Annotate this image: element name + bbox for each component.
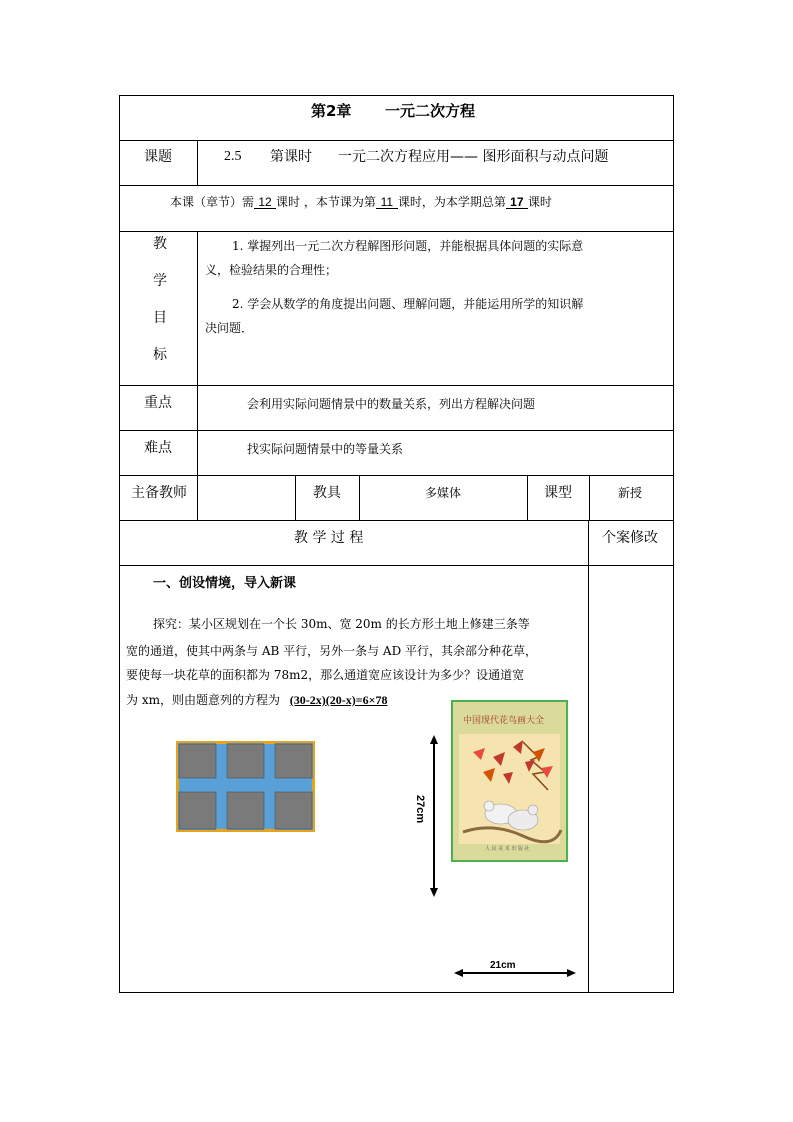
row-divider — [119, 385, 674, 386]
topic-section: 2.5 — [224, 149, 242, 164]
process-header: 教 学 过 程 — [294, 530, 364, 546]
objective-2-line2: 决问题． — [205, 321, 254, 335]
row-divider — [119, 430, 674, 431]
lesson-plan-table — [119, 95, 674, 993]
width-dimension-arrow — [454, 960, 576, 982]
chapter-title: 一元二次方程 — [385, 102, 476, 120]
flower-bed — [227, 792, 264, 829]
hours-term: 17 — [506, 196, 528, 209]
row-divider — [119, 475, 674, 476]
col-divider — [197, 231, 198, 521]
equation: (30-2x)(20-x)=6×78 — [289, 693, 388, 707]
problem-line3: 要使每一块花草的面积都为 78m2，那么通道宽应该设计为多少？设通道宽 — [126, 668, 525, 682]
difficulty-label: 难点 — [144, 440, 172, 456]
hours-prefix: 本课（章节）需 — [170, 195, 255, 209]
type-label: 课型 — [544, 485, 572, 501]
width-label: 21cm — [490, 960, 516, 971]
col-divider — [589, 475, 590, 520]
row-divider — [119, 140, 674, 141]
topic-label: 课题 — [144, 149, 172, 165]
revision-header: 个案修改 — [602, 530, 658, 546]
col-divider — [197, 140, 198, 186]
objective-2-line1: 2. 学会从数学的角度提出问题、理解问题，并能运用所学的知识解 — [232, 297, 584, 311]
height-label: 27cm — [414, 795, 426, 824]
col-divider — [588, 520, 589, 993]
difficulty-text: 找实际问题情景中的等量关系 — [247, 442, 404, 456]
problem-line2: 宽的通道，使其中两条与 AB 平行，另外一条与 AD 平行，其余部分种花草， — [126, 644, 538, 658]
key-point-text: 会利用实际问题情景中的数量关系，列出方程解决问题 — [247, 397, 536, 411]
poster-image — [451, 700, 568, 862]
flower-bed — [179, 792, 216, 829]
objectives-label-2: 学 — [153, 273, 167, 289]
teacher-label: 主备教师 — [131, 485, 187, 501]
path-edge — [264, 829, 275, 832]
type-value: 新授 — [618, 486, 643, 500]
hours-total: 12 — [254, 196, 276, 209]
path-edge — [216, 741, 227, 744]
problem-line4-prefix: 为 xm，则由题意列的方程为 — [126, 693, 280, 707]
row-divider — [119, 231, 674, 232]
row-divider — [119, 992, 674, 993]
hours-current: 11 — [376, 196, 398, 209]
path-edge — [312, 779, 315, 791]
col-divider — [119, 95, 120, 993]
hours-mid2: 课时，为本学期总第 — [397, 195, 506, 209]
flower-bed — [227, 744, 264, 778]
objectives-label-1: 教 — [153, 236, 167, 252]
land-plot-diagram — [176, 741, 315, 832]
flower-bed — [275, 792, 312, 829]
objective-1-line2: 义，检验结果的合理性； — [205, 263, 338, 277]
flower-bed — [275, 744, 312, 778]
poster-title: 中国现代花鸟画大全 — [463, 716, 545, 726]
objective-1-line1: 1. 掌握列出一元二次方程解图形问题，并能根据具体问题的实际意 — [232, 239, 584, 253]
path-edge — [264, 741, 275, 744]
flower-bed — [179, 744, 216, 778]
topic-title: 一元二次方程应用—— 图形面积与动点问题 — [338, 149, 609, 165]
height-dimension-arrow — [422, 735, 452, 897]
chapter-number: 第2章 — [311, 102, 352, 120]
key-point-label: 重点 — [144, 395, 172, 411]
problem-line4 — [126, 694, 387, 706]
problem-line1: 探究：某小区规划在一个长 30m、宽 20m 的长方形土地上修建三条等 — [153, 617, 530, 631]
tools-value: 多媒体 — [425, 486, 462, 500]
objectives-label-3: 目 — [153, 310, 167, 326]
row-divider — [119, 95, 674, 96]
col-divider — [295, 475, 296, 520]
poster-artwork — [453, 702, 566, 860]
hours-suffix: 课时 — [527, 195, 552, 209]
hours-line — [170, 196, 552, 209]
poster-footer: 人 民 美 术 出 版 社 — [485, 846, 530, 852]
path-edge — [216, 829, 227, 832]
row-divider — [119, 520, 674, 521]
row-divider — [119, 185, 674, 186]
path-edge — [176, 779, 179, 791]
topic-lesson: 第课时 — [270, 149, 312, 165]
section1-title: 一、创设情境，导入新课 — [153, 576, 297, 591]
hours-mid1: 课时 ，本节课为第 — [276, 195, 376, 209]
col-divider — [359, 475, 360, 520]
tools-label: 教具 — [313, 485, 341, 501]
col-divider — [673, 95, 674, 993]
col-divider — [527, 475, 528, 520]
objectives-label-4: 标 — [153, 347, 167, 363]
row-divider — [119, 565, 674, 566]
